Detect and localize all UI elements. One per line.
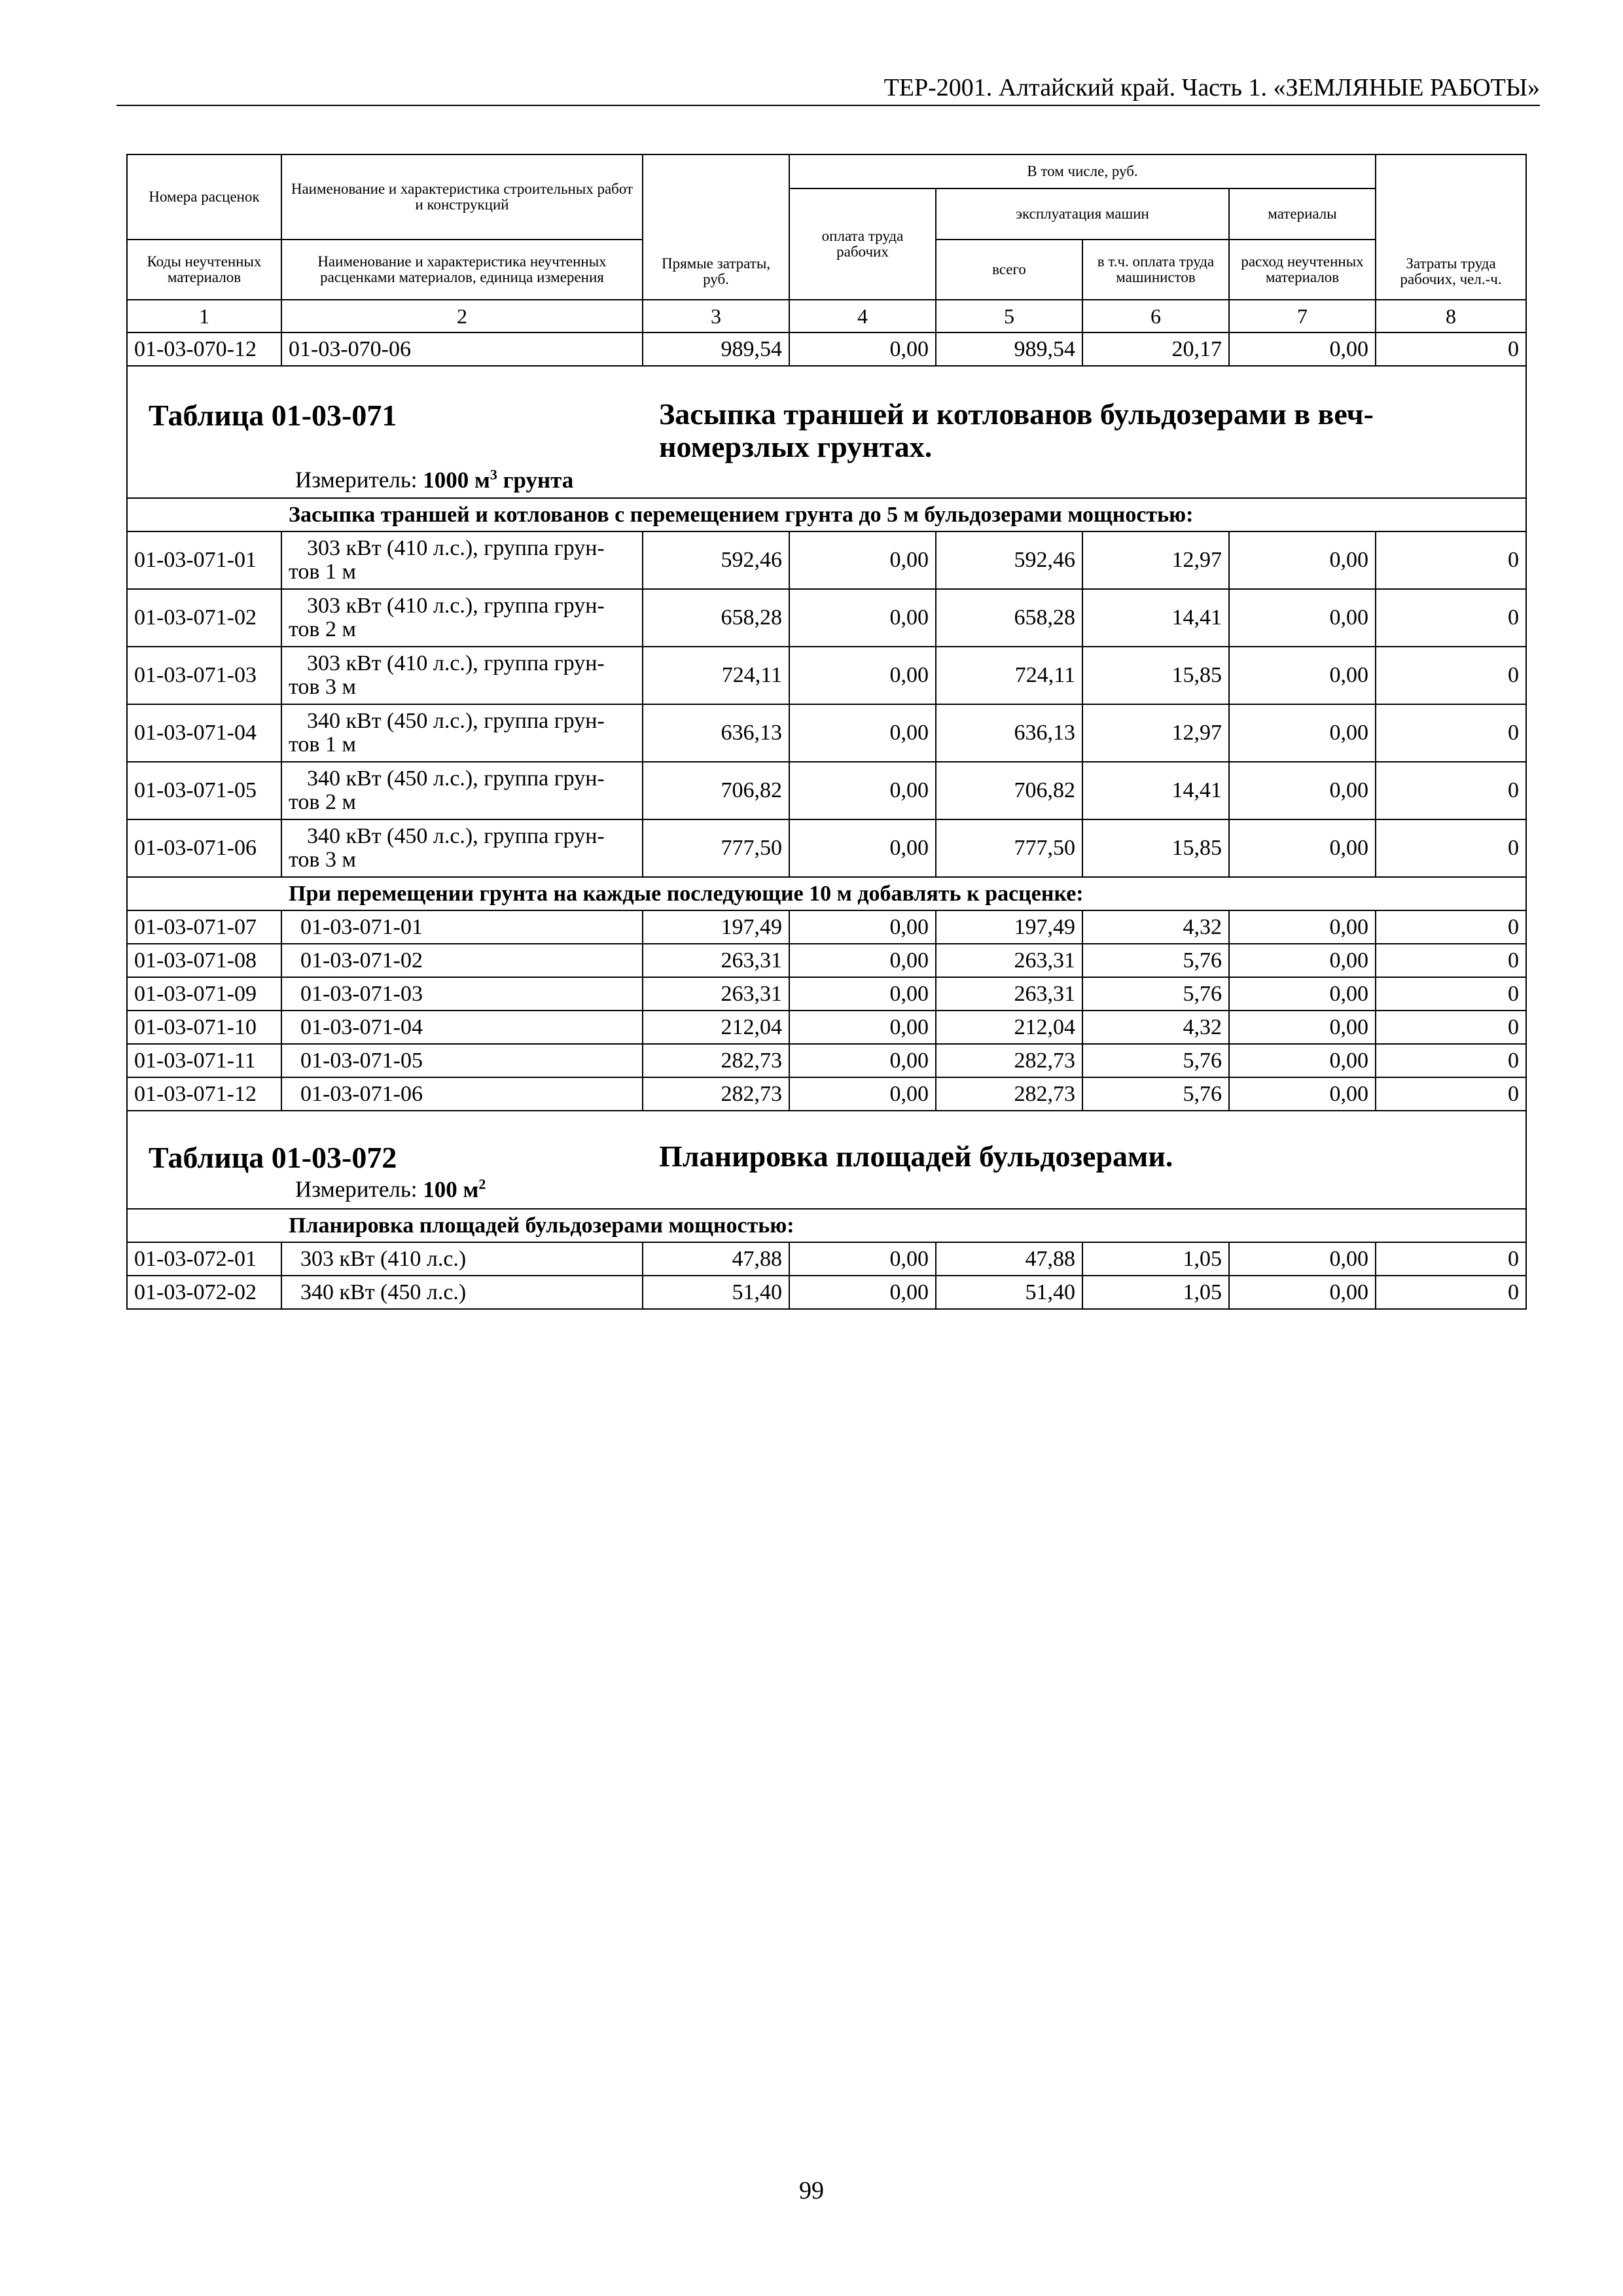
machine-total-value: 263,31 bbox=[936, 977, 1082, 1011]
column-number-row bbox=[127, 300, 1526, 332]
materials-value: 0,00 bbox=[1229, 819, 1376, 877]
direct-costs-value: 212,04 bbox=[643, 1011, 789, 1044]
rate-code: 01-03-071-04 bbox=[127, 704, 281, 762]
labor-costs-value: 0 bbox=[1376, 1077, 1526, 1111]
rate-name: 01-03-071-01 bbox=[281, 910, 643, 944]
worker-wages-value: 0,00 bbox=[789, 1276, 936, 1309]
table-row bbox=[127, 910, 1526, 944]
table-071-number: Таблица 01-03-071 bbox=[149, 399, 397, 432]
rate-code: 01-03-070-12 bbox=[127, 332, 281, 366]
operator-wages-value: 15,85 bbox=[1082, 647, 1229, 704]
column-number: 7 bbox=[1229, 300, 1376, 332]
worker-wages-value: 0,00 bbox=[789, 1011, 936, 1044]
rate-name: 01-03-070-06 bbox=[281, 332, 643, 366]
rate-code: 01-03-071-12 bbox=[127, 1077, 281, 1111]
table-row bbox=[127, 977, 1526, 1011]
operator-wages-value: 5,76 bbox=[1082, 977, 1229, 1011]
direct-costs-value: 777,50 bbox=[643, 819, 789, 877]
header-total: всего bbox=[936, 240, 1082, 300]
materials-value: 0,00 bbox=[1229, 977, 1376, 1011]
worker-wages-value: 0,00 bbox=[789, 647, 936, 704]
machine-total-value: 989,54 bbox=[936, 332, 1082, 366]
header-including: В том числе, руб. bbox=[789, 154, 1376, 188]
group-heading: Планировка площадей бульдозерами мощностью: bbox=[127, 1209, 1526, 1242]
rate-name: 303 кВт (410 л.с.), группа грун- тов 2 м bbox=[281, 589, 643, 647]
labor-costs-value: 0 bbox=[1376, 531, 1526, 589]
materials-value: 0,00 bbox=[1229, 1276, 1376, 1309]
machine-total-value: 658,28 bbox=[936, 589, 1082, 647]
rate-code: 01-03-071-07 bbox=[127, 910, 281, 944]
measure-label: Измеритель: bbox=[295, 1176, 418, 1202]
direct-costs-value: 724,11 bbox=[643, 647, 789, 704]
group-heading: Засыпка траншей и котлованов с перемещением грунта до 5 м бульдозерами мощностью: bbox=[127, 498, 1526, 531]
table-071-measure bbox=[295, 466, 573, 493]
worker-wages-value: 0,00 bbox=[789, 332, 936, 366]
column-number: 3 bbox=[643, 300, 789, 332]
materials-value: 0,00 bbox=[1229, 704, 1376, 762]
worker-wages-value: 0,00 bbox=[789, 819, 936, 877]
table-071-title-line: Засыпка траншей и котлованов бульдозерами в веч- bbox=[659, 397, 1374, 431]
table-072-title-row bbox=[127, 1111, 1526, 1209]
direct-costs-value: 263,31 bbox=[643, 977, 789, 1011]
header-worker-wages: оплата труда рабочих bbox=[789, 188, 936, 300]
running-header: ТЕР-2001. Алтайский край. Часть 1. «ЗЕМЛЯНЫЕ РАБОТЫ» bbox=[883, 74, 1540, 101]
materials-value: 0,00 bbox=[1229, 1077, 1376, 1111]
materials-value: 0,00 bbox=[1229, 332, 1376, 366]
measure-value: 100 $м^2$ bbox=[423, 1175, 486, 1202]
operator-wages-value: 12,97 bbox=[1082, 704, 1229, 762]
worker-wages-value: 0,00 bbox=[789, 977, 936, 1011]
direct-costs-value: 282,73 bbox=[643, 1044, 789, 1077]
table-row bbox=[127, 332, 1526, 366]
labor-costs-value: 0 bbox=[1376, 762, 1526, 819]
column-number: 8 bbox=[1376, 300, 1526, 332]
labor-costs-value: 0 bbox=[1376, 910, 1526, 944]
operator-wages-value: 12,97 bbox=[1082, 531, 1229, 589]
worker-wages-value: 0,00 bbox=[789, 531, 936, 589]
header-machine-operation: эксплуатация машин bbox=[936, 188, 1229, 240]
materials-value: 0,00 bbox=[1229, 1242, 1376, 1276]
worker-wages-value: 0,00 bbox=[789, 910, 936, 944]
worker-wages-value: 0,00 bbox=[789, 1044, 936, 1077]
header-unaccounted-name: Наименование и характеристика неучтенных расценками материалов, единица измерения bbox=[281, 240, 643, 300]
header-operator-wages: в т.ч. оплата труда машинистов bbox=[1082, 240, 1229, 300]
direct-costs-value: 706,82 bbox=[643, 762, 789, 819]
operator-wages-value: 1,05 bbox=[1082, 1276, 1229, 1309]
group-heading-row bbox=[127, 498, 1526, 531]
worker-wages-value: 0,00 bbox=[789, 589, 936, 647]
machine-total-value: 263,31 bbox=[936, 944, 1082, 977]
operator-wages-value: 4,32 bbox=[1082, 910, 1229, 944]
materials-value: 0,00 bbox=[1229, 762, 1376, 819]
direct-costs-value: 282,73 bbox=[643, 1077, 789, 1111]
operator-wages-value: 14,41 bbox=[1082, 762, 1229, 819]
rate-code: 01-03-071-02 bbox=[127, 589, 281, 647]
labor-costs-value: 0 bbox=[1376, 819, 1526, 877]
measure-label: Измеритель: bbox=[295, 467, 418, 493]
table-row bbox=[127, 647, 1526, 704]
table-row bbox=[127, 704, 1526, 762]
labor-costs-value: 0 bbox=[1376, 944, 1526, 977]
direct-costs-value: 592,46 bbox=[643, 531, 789, 589]
worker-wages-value: 0,00 bbox=[789, 944, 936, 977]
column-number: 1 bbox=[127, 300, 281, 332]
rate-name: 303 кВт (410 л.с.), группа грун- тов 3 м bbox=[281, 647, 643, 704]
worker-wages-value: 0,00 bbox=[789, 762, 936, 819]
direct-costs-value: 989,54 bbox=[643, 332, 789, 366]
direct-costs-value: 51,40 bbox=[643, 1276, 789, 1309]
table-row bbox=[127, 762, 1526, 819]
table-071-title bbox=[659, 398, 1484, 463]
table-071-title-line: номерзлых грунтах. bbox=[659, 430, 933, 463]
header-rate-numbers: Номера расценок bbox=[127, 154, 281, 240]
labor-costs-value: 0 bbox=[1376, 977, 1526, 1011]
rate-name: 01-03-071-06 bbox=[281, 1077, 643, 1111]
rate-code: 01-03-071-09 bbox=[127, 977, 281, 1011]
table-072-measure bbox=[295, 1175, 486, 1203]
machine-total-value: 706,82 bbox=[936, 762, 1082, 819]
labor-costs-value: 0 bbox=[1376, 1242, 1526, 1276]
column-number: 5 bbox=[936, 300, 1082, 332]
machine-total-value: 777,50 bbox=[936, 819, 1082, 877]
labor-costs-value: 0 bbox=[1376, 332, 1526, 366]
table-071-title-row bbox=[127, 366, 1526, 498]
rate-code: 01-03-071-03 bbox=[127, 647, 281, 704]
machine-total-value: 592,46 bbox=[936, 531, 1082, 589]
table-row bbox=[127, 1242, 1526, 1276]
header-labor-costs: Затраты труда рабочих, чел.-ч. bbox=[1376, 154, 1526, 300]
materials-value: 0,00 bbox=[1229, 1011, 1376, 1044]
column-number: 2 bbox=[281, 300, 643, 332]
operator-wages-value: 20,17 bbox=[1082, 332, 1229, 366]
operator-wages-value: 5,76 bbox=[1082, 1077, 1229, 1111]
rate-code: 01-03-071-05 bbox=[127, 762, 281, 819]
materials-value: 0,00 bbox=[1229, 647, 1376, 704]
header-rule bbox=[116, 105, 1540, 106]
machine-total-value: 282,73 bbox=[936, 1077, 1082, 1111]
direct-costs-value: 197,49 bbox=[643, 910, 789, 944]
operator-wages-value: 5,76 bbox=[1082, 1044, 1229, 1077]
materials-value: 0,00 bbox=[1229, 531, 1376, 589]
machine-total-value: 51,40 bbox=[936, 1276, 1082, 1309]
machine-total-value: 212,04 bbox=[936, 1011, 1082, 1044]
direct-costs-value: 263,31 bbox=[643, 944, 789, 977]
worker-wages-value: 0,00 bbox=[789, 1077, 936, 1111]
operator-wages-value: 1,05 bbox=[1082, 1242, 1229, 1276]
rate-name: 340 кВт (450 л.с.), группа грун- тов 1 м bbox=[281, 704, 643, 762]
materials-value: 0,00 bbox=[1229, 944, 1376, 977]
table-072-number: Таблица 01-03-072 bbox=[149, 1141, 397, 1174]
rate-name: 303 кВт (410 л.с.) bbox=[281, 1242, 643, 1276]
rate-code: 01-03-072-02 bbox=[127, 1276, 281, 1309]
rate-name: 340 кВт (450 л.с.) bbox=[281, 1276, 643, 1309]
worker-wages-value: 0,00 bbox=[789, 1242, 936, 1276]
worker-wages-value: 0,00 bbox=[789, 704, 936, 762]
table-row bbox=[127, 1011, 1526, 1044]
operator-wages-value: 15,85 bbox=[1082, 819, 1229, 877]
rate-name: 303 кВт (410 л.с.), группа грун- тов 1 м bbox=[281, 531, 643, 589]
table-row bbox=[127, 944, 1526, 977]
header-direct-costs: Прямые затраты, руб. bbox=[643, 154, 789, 300]
measure-value: 1000 $м^3$ грунта bbox=[423, 466, 574, 493]
rate-name: 01-03-071-05 bbox=[281, 1044, 643, 1077]
rate-code: 01-03-071-01 bbox=[127, 531, 281, 589]
rate-name: 01-03-071-03 bbox=[281, 977, 643, 1011]
materials-value: 0,00 bbox=[1229, 1044, 1376, 1077]
direct-costs-value: 636,13 bbox=[643, 704, 789, 762]
materials-value: 0,00 bbox=[1229, 910, 1376, 944]
group-heading-row bbox=[127, 1209, 1526, 1242]
page-number: 99 bbox=[799, 2177, 824, 2204]
rate-code: 01-03-072-01 bbox=[127, 1242, 281, 1276]
rate-name: 01-03-071-04 bbox=[281, 1011, 643, 1044]
rate-code: 01-03-071-11 bbox=[127, 1044, 281, 1077]
labor-costs-value: 0 bbox=[1376, 647, 1526, 704]
table-row bbox=[127, 1044, 1526, 1077]
direct-costs-value: 47,88 bbox=[643, 1242, 789, 1276]
direct-costs-value: 658,28 bbox=[643, 589, 789, 647]
table-row bbox=[127, 531, 1526, 589]
header-unaccounted-consumption: расход неучтенных материалов bbox=[1229, 240, 1376, 300]
group-heading-row bbox=[127, 877, 1526, 910]
rate-name: 01-03-071-02 bbox=[281, 944, 643, 977]
header-unaccounted-codes: Коды неучтенных материалов bbox=[127, 240, 281, 300]
labor-costs-value: 0 bbox=[1376, 1011, 1526, 1044]
column-number: 6 bbox=[1082, 300, 1229, 332]
machine-total-value: 636,13 bbox=[936, 704, 1082, 762]
labor-costs-value: 0 bbox=[1376, 589, 1526, 647]
machine-total-value: 197,49 bbox=[936, 910, 1082, 944]
rate-name: 340 кВт (450 л.с.), группа грун- тов 3 м bbox=[281, 819, 643, 877]
rate-code: 01-03-071-06 bbox=[127, 819, 281, 877]
operator-wages-value: 14,41 bbox=[1082, 589, 1229, 647]
column-number: 4 bbox=[789, 300, 936, 332]
rate-name: 340 кВт (450 л.с.), группа грун- тов 2 м bbox=[281, 762, 643, 819]
rate-code: 01-03-071-08 bbox=[127, 944, 281, 977]
machine-total-value: 47,88 bbox=[936, 1242, 1082, 1276]
table-row bbox=[127, 1077, 1526, 1111]
operator-wages-value: 4,32 bbox=[1082, 1011, 1229, 1044]
machine-total-value: 282,73 bbox=[936, 1044, 1082, 1077]
labor-costs-value: 0 bbox=[1376, 1276, 1526, 1309]
table-072-title: Планировка площадей бульдозерами. bbox=[659, 1139, 1173, 1173]
header-work-name: Наименование и характеристика строительных работ и конструкций bbox=[281, 154, 643, 240]
materials-value: 0,00 bbox=[1229, 589, 1376, 647]
rates-table bbox=[126, 154, 1527, 1310]
rate-code: 01-03-071-10 bbox=[127, 1011, 281, 1044]
machine-total-value: 724,11 bbox=[936, 647, 1082, 704]
group-heading: При перемещении грунта на каждые последующие 10 м добавлять к расценке: bbox=[127, 877, 1526, 910]
table-row bbox=[127, 819, 1526, 877]
labor-costs-value: 0 bbox=[1376, 1044, 1526, 1077]
operator-wages-value: 5,76 bbox=[1082, 944, 1229, 977]
header-materials: материалы bbox=[1229, 188, 1376, 240]
labor-costs-value: 0 bbox=[1376, 704, 1526, 762]
table-row bbox=[127, 589, 1526, 647]
table-row bbox=[127, 1276, 1526, 1309]
